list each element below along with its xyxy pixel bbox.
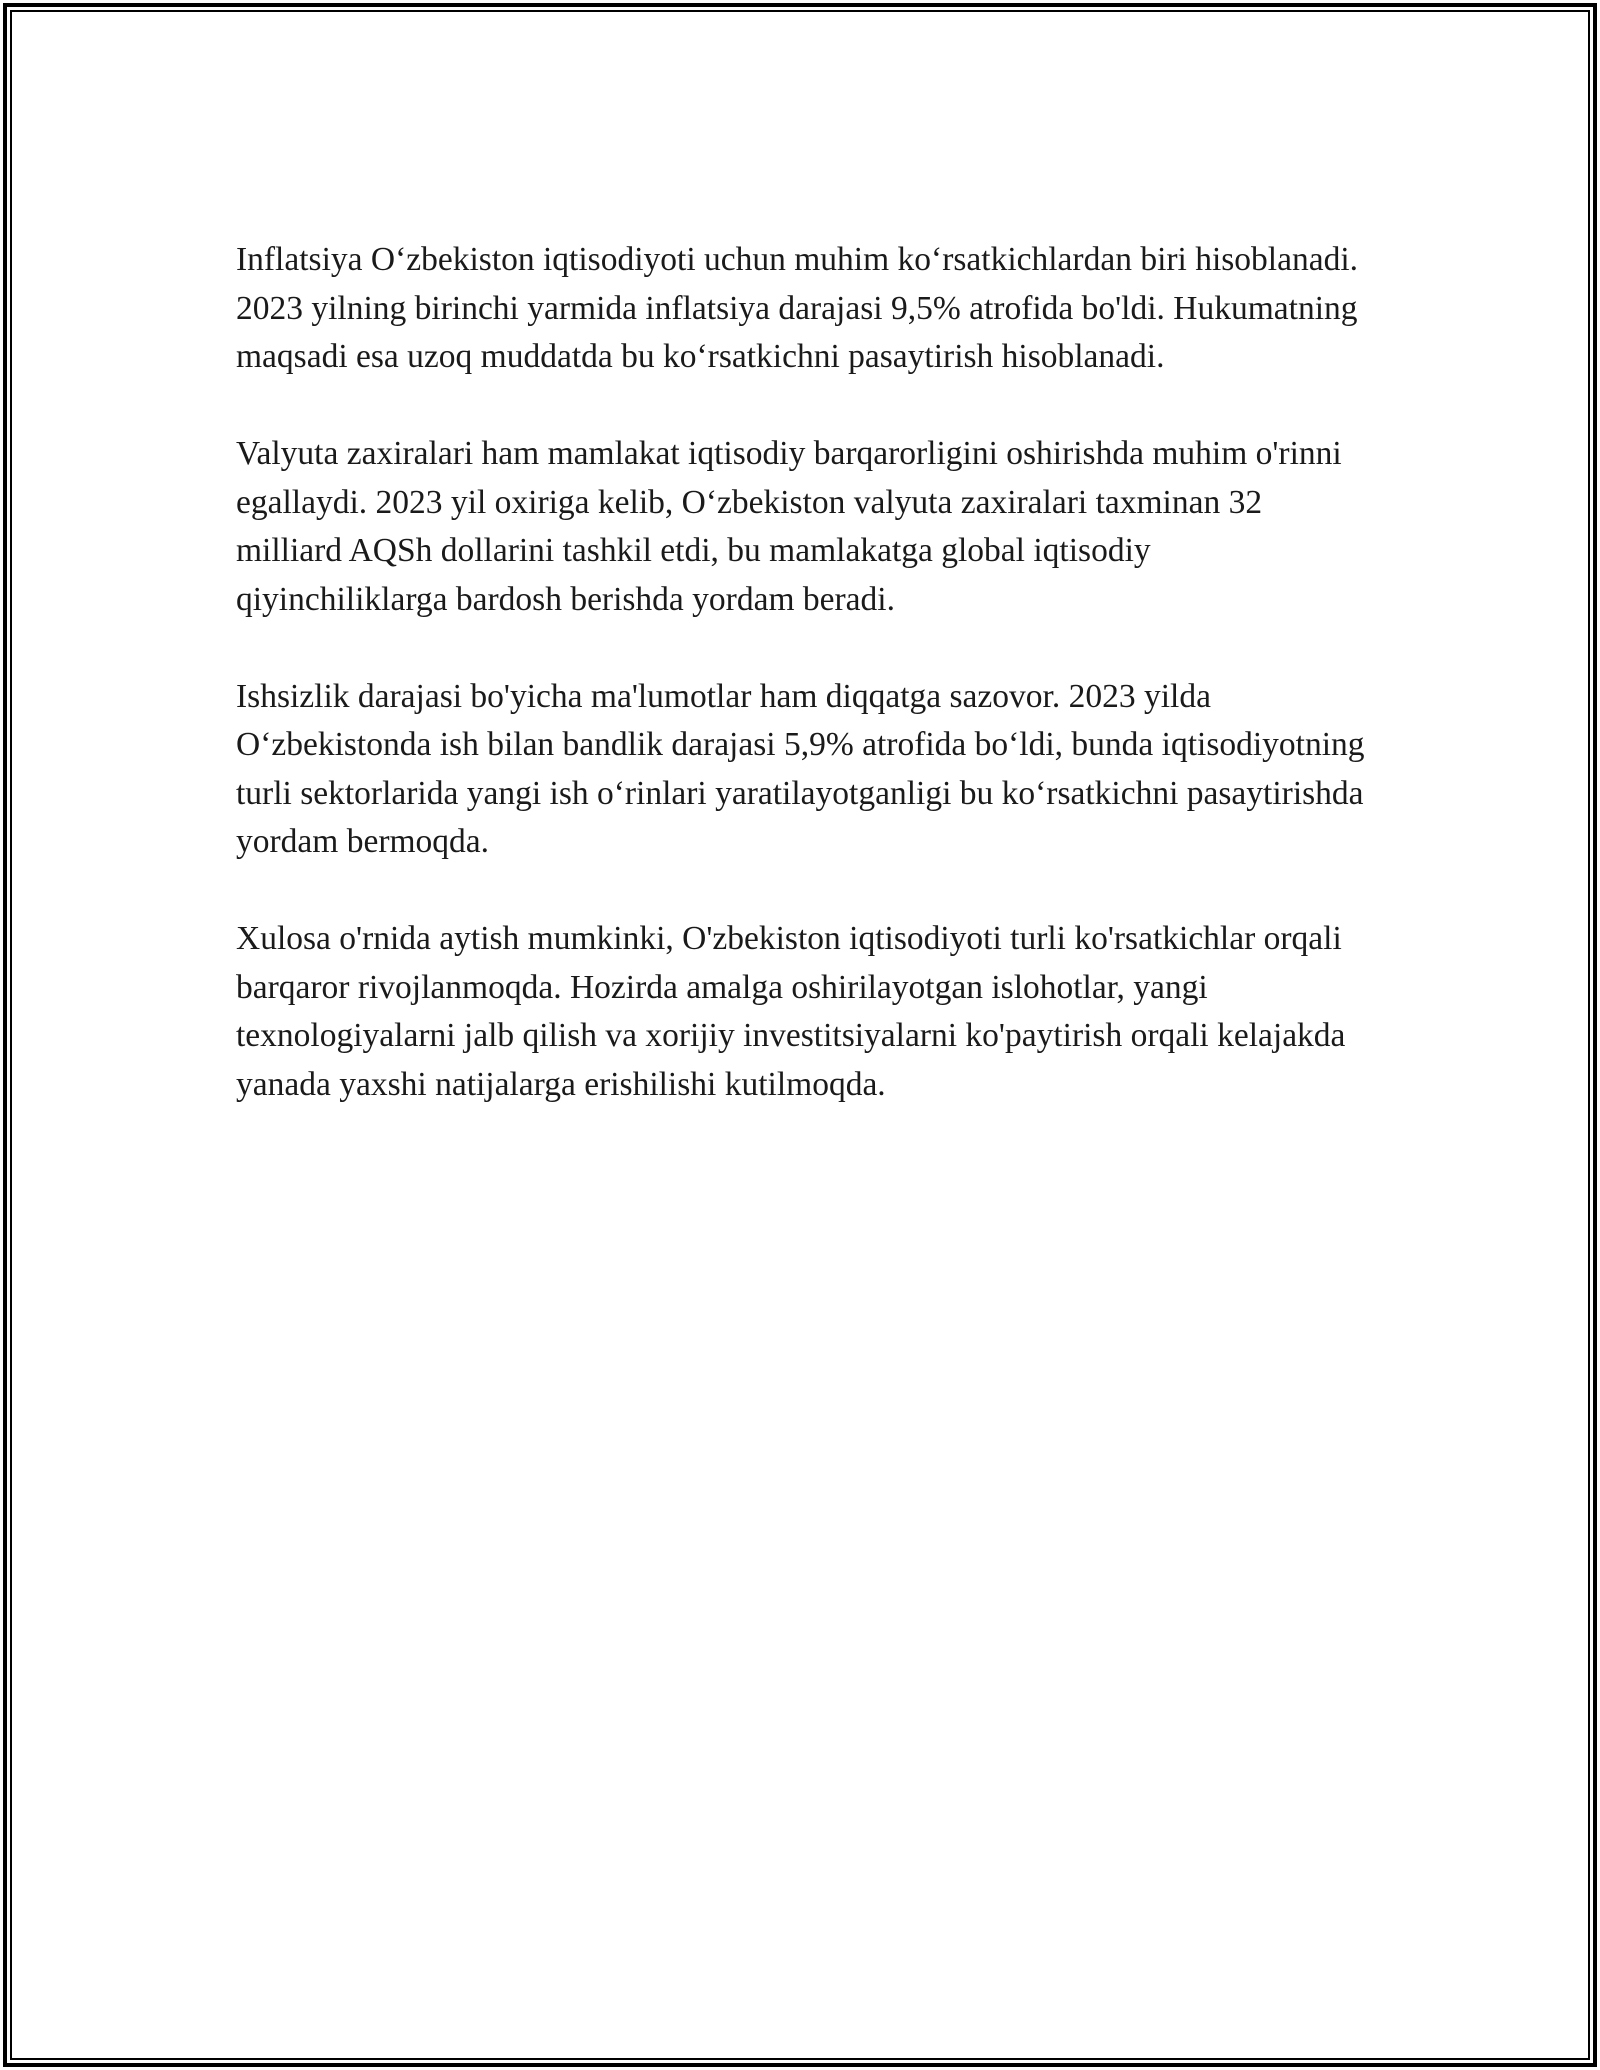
paragraph-currency-reserves: Valyuta zaxiralari ham mamlakat iqtisodiy barqarorligini oshirishda muhim o'rinni egallaydi. 2023 yil oxiriga kelib, O‘zbekiston valyuta zaxiralari taxminan 32 milliard AQSh dollarini tashkil etdi, bu mamlakatga global iqtisodiy qiyinchiliklarga bardosh berishda yordam beradi. xyxy=(236,435,1342,618)
document-body xyxy=(236,236,1366,1158)
paragraph-unemployment: Ishsizlik darajasi bo'yicha ma'lumotlar ham diqqatga sazovor. 2023 yilda O‘zbekistonda ish bilan bandlik darajasi 5,9% atrofida bo‘ldi, bunda iqtisodiyotning turli sektorlarida yangi ish o‘rinlari yaratilayotganligi bu ko‘rsatkichni pasaytirishda yordam bermoqda. xyxy=(236,677,1365,860)
paragraph-conclusion: Xulosa o'rnida aytish mumkinki, O'zbekiston iqtisodiyoti turli ko'rsatkichlar orqali barqaror rivojlanmoqda. Hozirda amalga oshirilayotgan islohotlar, yangi texnologiyalarni jalb qilish va xorijiy investitsiyalarni ko'paytirish orqali kelajakda yanada yaxshi natijalarga erishilishi kutilmoqda. xyxy=(236,920,1346,1103)
paragraph-inflation: Inflatsiya O‘zbekiston iqtisodiyoti uchun muhim ko‘rsatkichlardan biri hisoblanadi. 2023 yilning birinchi yarmida inflatsiya darajasi 9,5% atrofida bo'ldi. Hukumatning maqsadi esa uzoq muddatda bu ko‘rsatkichni pasaytirish hisoblanadi. xyxy=(236,241,1359,375)
